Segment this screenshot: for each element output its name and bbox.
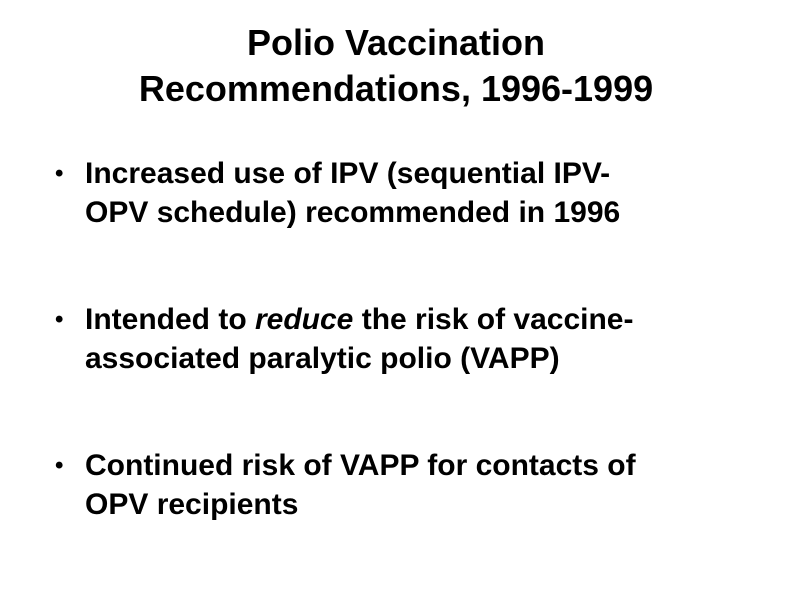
bullet-item-reduce-risk — [55, 300, 765, 378]
bullet-line: Continued risk of VAPP for contacts of — [85, 449, 636, 482]
bullet-icon: • — [55, 452, 64, 479]
bullet-text — [85, 300, 765, 378]
bullet-text — [85, 446, 765, 524]
bullet-emphasis: reduce — [254, 303, 354, 336]
bullet-line — [85, 300, 765, 339]
bullet-icon: • — [55, 160, 64, 187]
bullet-line: associated paralytic polio (VAPP) — [85, 342, 560, 375]
title-line-2: Recommendations, 1996-1999 — [138, 68, 654, 109]
bullet-line: OPV recipients — [85, 488, 299, 521]
bullet-item-ipv-use — [55, 154, 765, 232]
bullet-line: OPV schedule) recommended in 1996 — [85, 196, 621, 229]
bullet-icon: • — [55, 306, 64, 333]
bullet-text — [85, 154, 765, 232]
bullet-line: Increased use of IPV (sequential IPV- — [85, 157, 611, 190]
bullet-line-prefix: Intended to — [85, 303, 255, 336]
bullet-line-suffix: the risk of vaccine- — [353, 303, 634, 336]
bullet-item-continued-risk — [55, 446, 765, 524]
title-line-1: Polio Vaccination — [246, 22, 546, 63]
slide-title — [0, 20, 792, 112]
